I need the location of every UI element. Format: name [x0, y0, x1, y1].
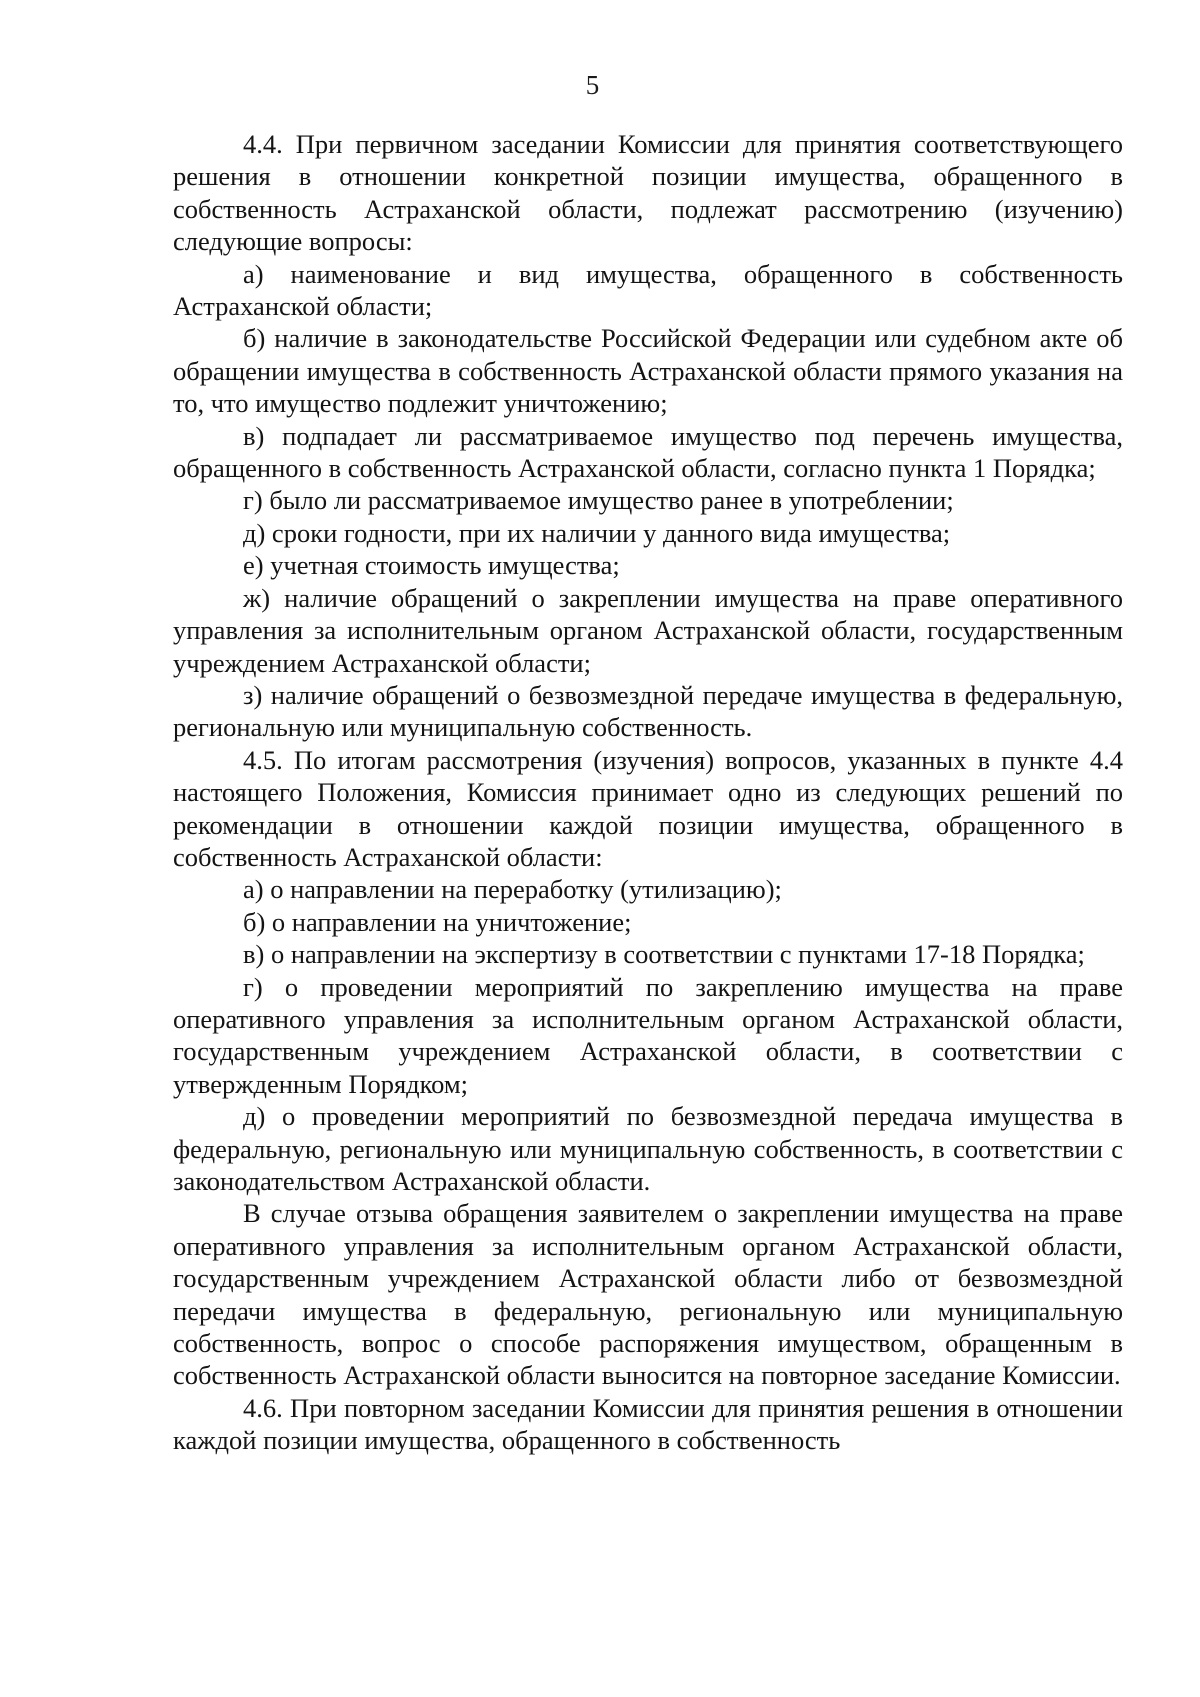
- list-item-a: а) наименование и вид имущества, обращенного в собственность Астраханской области;: [173, 258, 1123, 322]
- list-item-b: б) наличие в законодательстве Российской Федерации или судебном акте об обращении имущества в собственность Астраханской области прямого указания на то, что имущество подлежит уничтожению;: [173, 323, 1123, 419]
- paragraph-4-4: 4.4. При первичном заседании Комиссии для принятия соответствующего решения в отношении конкретной позиции имущества, обращенного в собственность Астраханской области, подлежат рассмотрению (изучению) следующие вопросы:: [173, 129, 1123, 257]
- decision-item-b: б) о направлении на уничтожение;: [243, 906, 632, 937]
- decision-item-v: в) о направлении на экспертизу в соответствии с пунктами 17-18 Порядка;: [243, 939, 1085, 970]
- withdrawal-paragraph: В случае отзыва обращения заявителем о закреплении имущества на праве оперативного управления за исполнительным органом Астраханской области, государственным учреждением Астраханской области либо от безвозмездной передачи имущества в федеральную, региональную или муниципальную собственность, вопрос о способе распоряжения имуществом, обращенным в собственность Астраханской области выносится на повторное заседание Комиссии.: [173, 1198, 1123, 1391]
- list-item-v: в) подпадает ли рассматриваемое имущество под перечень имущества, обращенного в собственность Астраханской области, согласно пункта 1 Порядка;: [173, 420, 1123, 484]
- decision-item-g: г) о проведении мероприятий по закреплению имущества на праве оперативного управления за исполнительным органом Астраханской области, государственным учреждением Астраханской области, в соответствии с утвержденным Порядком;: [173, 971, 1123, 1099]
- document-body: [173, 128, 1123, 1457]
- list-item-d: д) сроки годности, при их наличии у данного вида имущества;: [243, 517, 951, 548]
- list-item-z: з) наличие обращений о безвозмездной передаче имущества в федеральную, региональную или муниципальную собственность.: [173, 679, 1123, 743]
- list-item-e: е) учетная стоимость имущества;: [243, 550, 620, 581]
- page-number: 5: [585, 70, 600, 100]
- decision-item-d: д) о проведении мероприятий по безвозмездной передача имущества в федеральную, региональную или муниципальную собственность, в соответствии с законодательством Астраханской области.: [173, 1101, 1123, 1196]
- list-item-g: г) было ли рассматриваемое имущество ранее в употреблении;: [243, 485, 954, 516]
- list-item-zh: ж) наличие обращений о закреплении имущества на праве оперативного управления за исполнительным органом Астраханской области, государственным учреждением Астраханской области;: [173, 582, 1123, 678]
- paragraph-4-6: 4.6. При повторном заседании Комиссии для принятия решения в отношении каждой позиции имущества, обращенного в собственность: [173, 1392, 1123, 1456]
- paragraph-4-5: 4.5. По итогам рассмотрения (изучения) вопросов, указанных в пункте 4.4 настоящего Положения, Комиссия принимает одно из следующих решений по рекомендации в отношении каждой позиции имущества, обращенного в собственность Астраханской области:: [173, 744, 1123, 872]
- decision-item-a: а) о направлении на переработку (утилизацию);: [243, 874, 782, 905]
